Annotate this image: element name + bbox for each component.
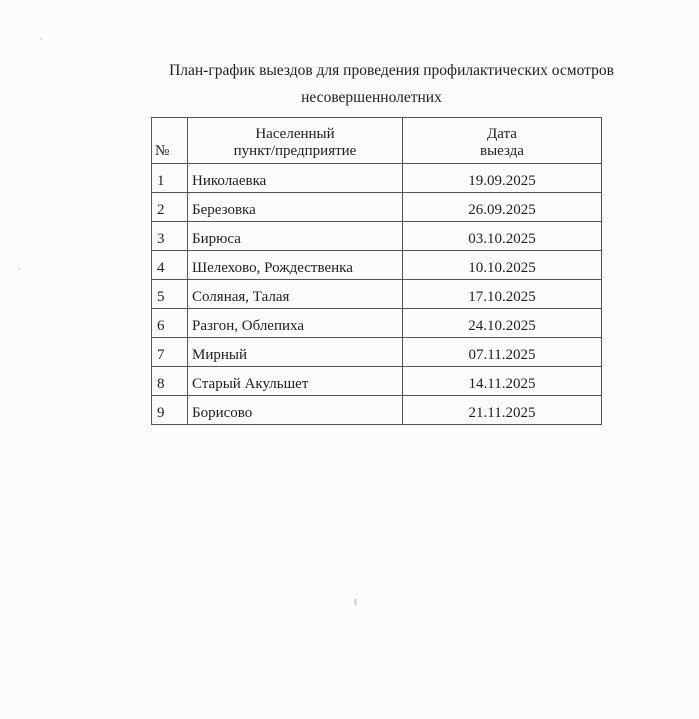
document-title-line-2: несовершеннолетних (301, 89, 442, 106)
row-number: 6 (152, 309, 188, 338)
row-date: 17.10.2025 (403, 280, 602, 309)
header-place (188, 118, 403, 164)
row-date: 14.11.2025 (403, 367, 602, 396)
table-row (152, 251, 602, 280)
row-place: Березовка (188, 193, 403, 222)
header-place-line-1: Населенный (255, 126, 335, 142)
row-number: 1 (152, 164, 188, 193)
table-row (152, 309, 602, 338)
row-date: 10.10.2025 (403, 251, 602, 280)
header-date-line-1: Дата (487, 126, 517, 142)
scan-speck (354, 598, 357, 606)
scan-speck (18, 268, 20, 270)
schedule-table (151, 117, 602, 425)
table-row (152, 338, 602, 367)
row-place: Старый Акульшет (188, 367, 403, 396)
row-number: 3 (152, 222, 188, 251)
row-place: Разгон, Облепиха (188, 309, 403, 338)
row-place: Мирный (188, 338, 403, 367)
row-date: 07.11.2025 (403, 338, 602, 367)
row-place: Бирюса (188, 222, 403, 251)
row-number: 8 (152, 367, 188, 396)
row-place: Соляная, Талая (188, 280, 403, 309)
row-date: 26.09.2025 (403, 193, 602, 222)
table-row (152, 164, 602, 193)
row-number: 9 (152, 396, 188, 425)
row-date: 21.11.2025 (403, 396, 602, 425)
table-row (152, 396, 602, 425)
row-number: 5 (152, 280, 188, 309)
row-number: 2 (152, 193, 188, 222)
table-header-row (152, 118, 602, 164)
table-row (152, 280, 602, 309)
row-place: Борисово (188, 396, 403, 425)
row-number: 7 (152, 338, 188, 367)
row-place: Шелехово, Рождественка (188, 251, 403, 280)
row-place: Николаевка (188, 164, 403, 193)
row-date: 19.09.2025 (403, 164, 602, 193)
row-number: 4 (152, 251, 188, 280)
row-date: 24.10.2025 (403, 309, 602, 338)
row-date: 03.10.2025 (403, 222, 602, 251)
document-title-line-1: План-график выездов для проведения профилактических осмотров (169, 62, 614, 79)
header-place-line-2: пункт/предприятие (233, 143, 357, 159)
header-date-line-2: выезда (480, 143, 524, 159)
table-row (152, 193, 602, 222)
scan-speck (40, 38, 42, 40)
table-row (152, 367, 602, 396)
header-number: № (152, 118, 188, 164)
header-date (403, 118, 602, 164)
table-row (152, 222, 602, 251)
